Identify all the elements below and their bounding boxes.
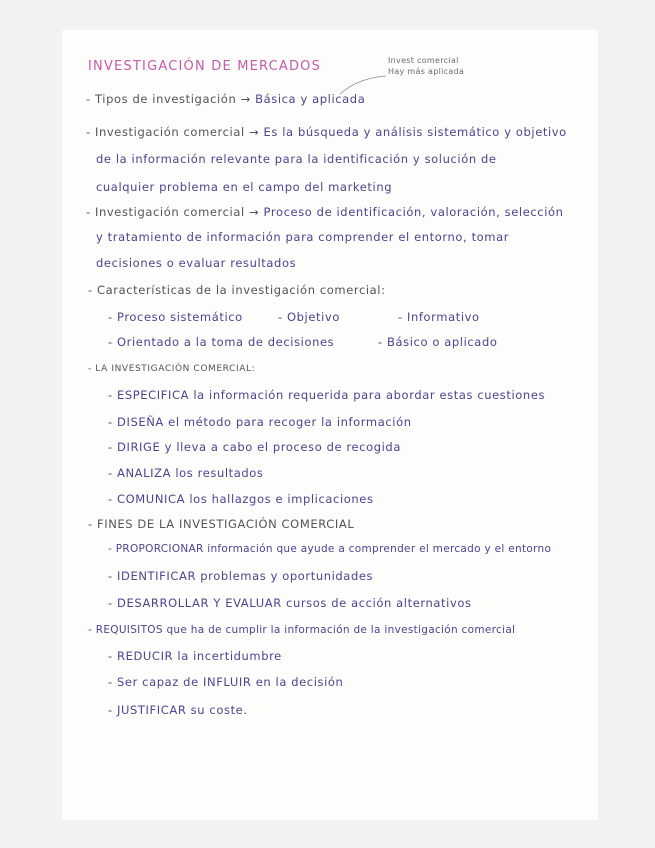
side-note-1: Invest comercial: [388, 56, 459, 65]
list-item: - Objetivo: [278, 310, 340, 324]
note-line: y tratamiento de información para comprender el entorno, tomar: [96, 230, 510, 244]
note-line: - Investigación comercial → Es la búsqueda y análisis sistemático y objetivo: [86, 125, 567, 139]
section-heading: - LA INVESTIGACIÓN COMERCIAL:: [88, 364, 256, 374]
list-item: - REDUCIR la incertidumbre: [108, 649, 282, 663]
note-line: decisiones o evaluar resultados: [96, 256, 297, 270]
list-item: - ESPECIFICA la información requerida para abordar estas cuestiones: [108, 388, 546, 402]
list-item: - Orientado a la toma de decisiones: [108, 335, 335, 349]
note-line: cualquier problema en el campo del marketing: [96, 180, 393, 194]
page-title: INVESTIGACIÓN DE MERCADOS: [88, 59, 322, 74]
list-item: - ANALIZA los resultados: [108, 466, 264, 480]
list-item: - DISEÑA el método para recoger la información: [108, 415, 412, 429]
section-heading: - REQUISITOS que ha de cumplir la información de la investigación comercial: [88, 624, 516, 636]
list-item: - Proceso sistemático: [108, 310, 243, 324]
section-heading: - Características de la investigación comercial:: [88, 283, 386, 297]
list-item: - DESARROLLAR Y EVALUAR cursos de acción alternativos: [108, 596, 472, 610]
side-note-2: Hay más aplicada: [388, 67, 465, 76]
list-item: - COMUNICA los hallazgos e implicaciones: [108, 492, 374, 506]
note-line: - Investigación comercial → Proceso de identificación, valoración, selección: [86, 205, 564, 219]
list-item: - Básico o aplicado: [378, 335, 498, 349]
list-item: - Ser capaz de INFLUIR en la decisión: [108, 675, 344, 689]
section-heading: - FINES DE LA INVESTIGACIÓN COMERCIAL: [88, 517, 355, 531]
list-item: - DIRIGE y lleva a cabo el proceso de recogida: [108, 440, 401, 454]
list-item: - JUSTIFICAR su coste.: [108, 703, 248, 717]
note-line: - Tipos de investigación → Básica y aplicada: [86, 92, 366, 106]
list-item: - PROPORCIONAR información que ayude a comprender el mercado y el entorno: [108, 543, 552, 555]
note-line: de la información relevante para la identificación y solución de: [96, 152, 497, 166]
list-item: - IDENTIFICAR problemas y oportunidades: [108, 569, 374, 583]
list-item: - Informativo: [398, 310, 480, 324]
